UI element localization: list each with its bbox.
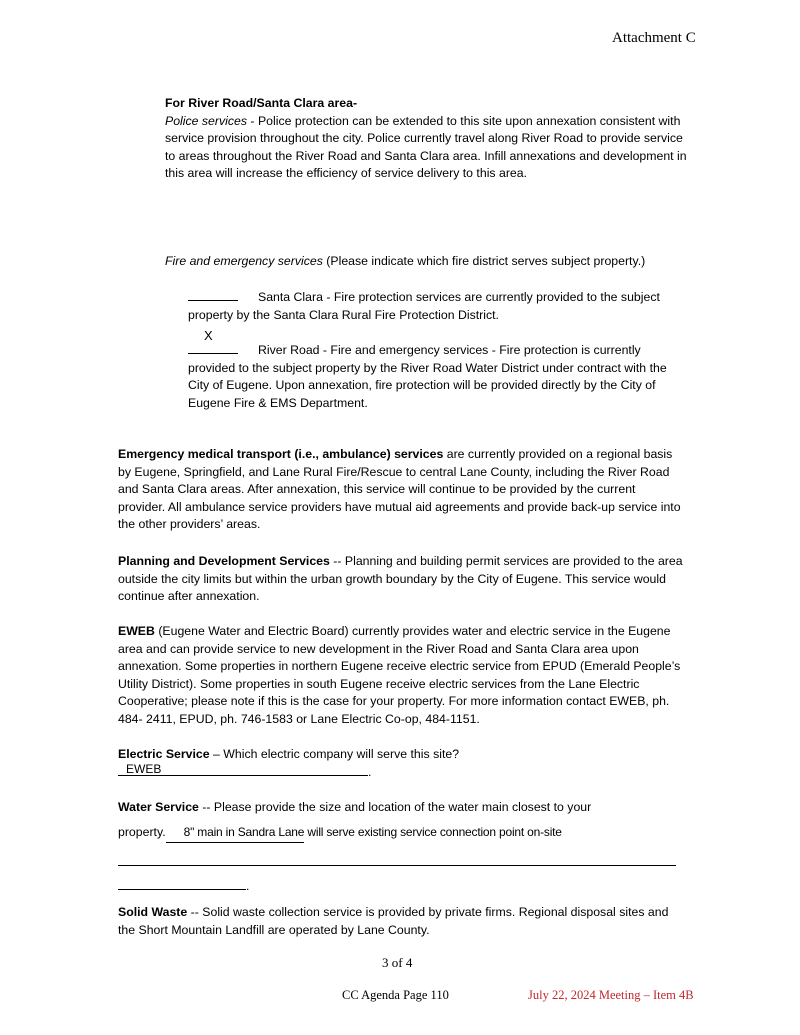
electric-answer-field[interactable] [118, 763, 368, 776]
river-road-option [188, 328, 688, 412]
water-service-prompt: -- Please provide the size and location of the water main closest to your [198, 800, 592, 814]
fire-services-instruction: (Please indicate which fire district serves subject property.) [322, 254, 646, 268]
attachment-label: Attachment C [612, 30, 696, 46]
electric-service-answer-line[interactable] [118, 763, 378, 782]
planning-label: Planning and Development Services [118, 554, 330, 568]
water-answer-rest: will serve existing service connection point on-site [304, 825, 562, 839]
meeting-item-label: July 22, 2024 Meeting – Item 4B [528, 988, 694, 1002]
electric-answer-end: . [368, 765, 372, 779]
planning-text: -- Planning and building permit services are provided to the area outside the city limits but within the urban growth boundary by the City of Eugene. This service would continue after annexation. [118, 554, 683, 603]
river-road-heading: For River Road/Santa Clara area- [165, 96, 358, 110]
river-road-section [165, 95, 693, 183]
electric-service-label: Electric Service [118, 747, 210, 761]
eweb-text: (Eugene Water and Electric Board) currently provides water and electric service in the Eugene area and can provide service to new development in the River Road and Santa Clara area upon annexation. Some properties in northern Eugene receive electric service from EPUD (Emerald People’s Utility District). Some properties in south Eugene receive electric services from the Lane Electric Cooperative; please note if this is the case for your property. For more information contact EWEB, ph. 484- 2411, EPUD, ph. 746-1583 or Lane Electric Co-op, 484-1151. [118, 624, 681, 726]
electric-answer: EWEB [126, 762, 162, 776]
water-service-label: Water Service [118, 800, 199, 814]
solid-waste-paragraph [118, 904, 688, 939]
police-services-text: - Police protection can be extended to this site upon annexation consistent with service provision throughout the city. Police currently travel along River Road to provide service to areas throughout the River Road and Santa Clara area. Infill annexations and development in this area will increase the efficiency of service delivery to this area. [165, 113, 687, 180]
santa-clara-checkbox-line[interactable] [188, 288, 238, 301]
eweb-paragraph [118, 623, 688, 728]
river-road-text: River Road - Fire and emergency services - Fire protection is currently provided to the subject property by the River Road Water District under contract with the City of Eugene. Upon annexation, fire protection will be provided directly by the City of Eugene Fire & EMS Department. [188, 343, 667, 410]
planning-paragraph [118, 553, 686, 606]
ems-paragraph [118, 446, 686, 534]
fire-services-label: Fire and emergency services [165, 254, 323, 268]
water-answer-underlined: 8" main in Sandra Lane [166, 824, 305, 843]
police-services-label: Police services [165, 113, 248, 128]
agenda-page-label: CC Agenda Page 110 [342, 988, 449, 1002]
river-road-mark: X [204, 328, 213, 343]
water-answer-end: . [246, 879, 250, 893]
water-answer-short-line[interactable] [118, 877, 318, 896]
water-property-word: property. [118, 825, 166, 839]
water-answer-blank-line[interactable] [118, 865, 676, 866]
eweb-label: EWEB [118, 624, 155, 638]
electric-service-prompt: – Which electric company will serve this site? [209, 747, 460, 761]
ems-label: Emergency medical transport (i.e., ambulance) services [118, 447, 444, 461]
santa-clara-text: Santa Clara - Fire protection services are currently provided to the subject property by the Santa Clara Rural Fire Protection District. [188, 290, 660, 322]
page-number: 3 of 4 [382, 955, 413, 970]
electric-service-question [118, 746, 688, 764]
water-service-answer-line[interactable] [118, 824, 688, 843]
ems-text: are currently provided on a regional basis by Eugene, Springfield, and Lane Rural Fire/Rescue to central Lane County, including the River Road and Santa Clara areas. After annexation, this service will continue to be provided by the current provider. All ambulance service providers have mutual aid agreements and provide back-up service into the other providers’ areas. [118, 447, 681, 531]
fire-services-heading [165, 253, 725, 271]
santa-clara-option [188, 288, 688, 324]
solid-waste-label: Solid Waste [118, 905, 188, 919]
solid-waste-text: -- Solid waste collection service is provided by private firms. Regional disposal sites and the Short Mountain Landfill are operated by Lane County. [118, 905, 669, 937]
water-service-question [118, 799, 688, 817]
police-services-paragraph [165, 113, 693, 183]
river-road-checkbox-line[interactable] [188, 328, 238, 354]
